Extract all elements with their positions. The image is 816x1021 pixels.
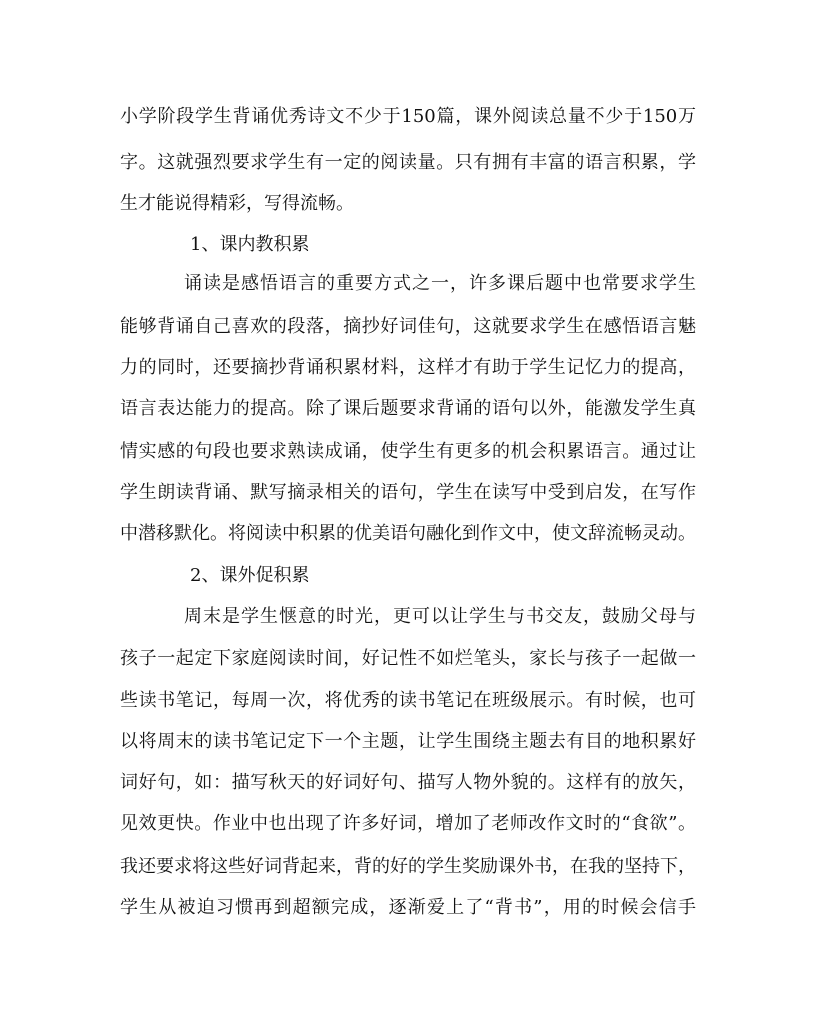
paragraph-line: 中潜移默化。将阅读中积累的优美语句融化到作文中，使文辞流畅灵动。 (120, 523, 696, 544)
paragraph-line: 语言表达能力的提高。除了课后题要求背诵的语句以外，能激发学生真 (120, 398, 696, 419)
paragraph-line: 诵读是感悟语言的重要方式之一，许多课后题中也常要求学生 (184, 273, 696, 294)
paragraph-line: 以将周末的读书笔记定下一个主题，让学生围绕主题去有目的地积累好 (120, 731, 696, 752)
paragraph-line: 力的同时，还要摘抄背诵积累材料，这样才有助于学生记忆力的提高， (120, 357, 696, 378)
paragraph-line: 生才能说得精彩，写得流畅。 (120, 193, 354, 214)
paragraph-line: 词好句，如：描写秋天的好词好句、描写人物外貌的。这样有的放矢， (120, 772, 696, 793)
paragraph-line: 见效更快。作业中也出现了许多好词，增加了老师改作文时的“食欲”。 (120, 813, 696, 834)
section-heading: 2、课外促积累 (190, 565, 310, 586)
paragraph-line: 学生从被迫习惯再到超额完成，逐渐爱上了“背书”，用的时候会信手 (120, 897, 696, 918)
paragraph-line: 些读书笔记，每周一次，将优秀的读书笔记在班级展示。有时候，也可 (120, 690, 696, 711)
paragraph-line: 孩子一起定下家庭阅读时间，好记性不如烂笔头，家长与孩子一起做一 (120, 648, 696, 669)
section-heading: 1、课内教积累 (190, 234, 310, 255)
paragraph-line: 我还要求将这些好词背起来，背的好的学生奖励课外书，在我的坚持下， (120, 856, 696, 877)
paragraph-line: 周末是学生惬意的时光，更可以让学生与书交友，鼓励父母与 (184, 606, 696, 627)
paragraph-line: 能够背诵自己喜欢的段落，摘抄好词佳句，这就要求学生在感悟语言魅 (120, 316, 696, 337)
paragraph-line: 小学阶段学生背诵优秀诗文不少于150篇，课外阅读总量不少于150万 (120, 106, 696, 127)
paragraph-line: 情实感的句段也要求熟读成诵，使学生有更多的机会积累语言。通过让 (120, 441, 696, 462)
paragraph-line: 学生朗读背诵、默写摘录相关的语句，学生在读写中受到启发，在写作 (120, 482, 696, 503)
paragraph-line: 字。这就强烈要求学生有一定的阅读量。只有拥有丰富的语言积累，学 (120, 152, 696, 173)
